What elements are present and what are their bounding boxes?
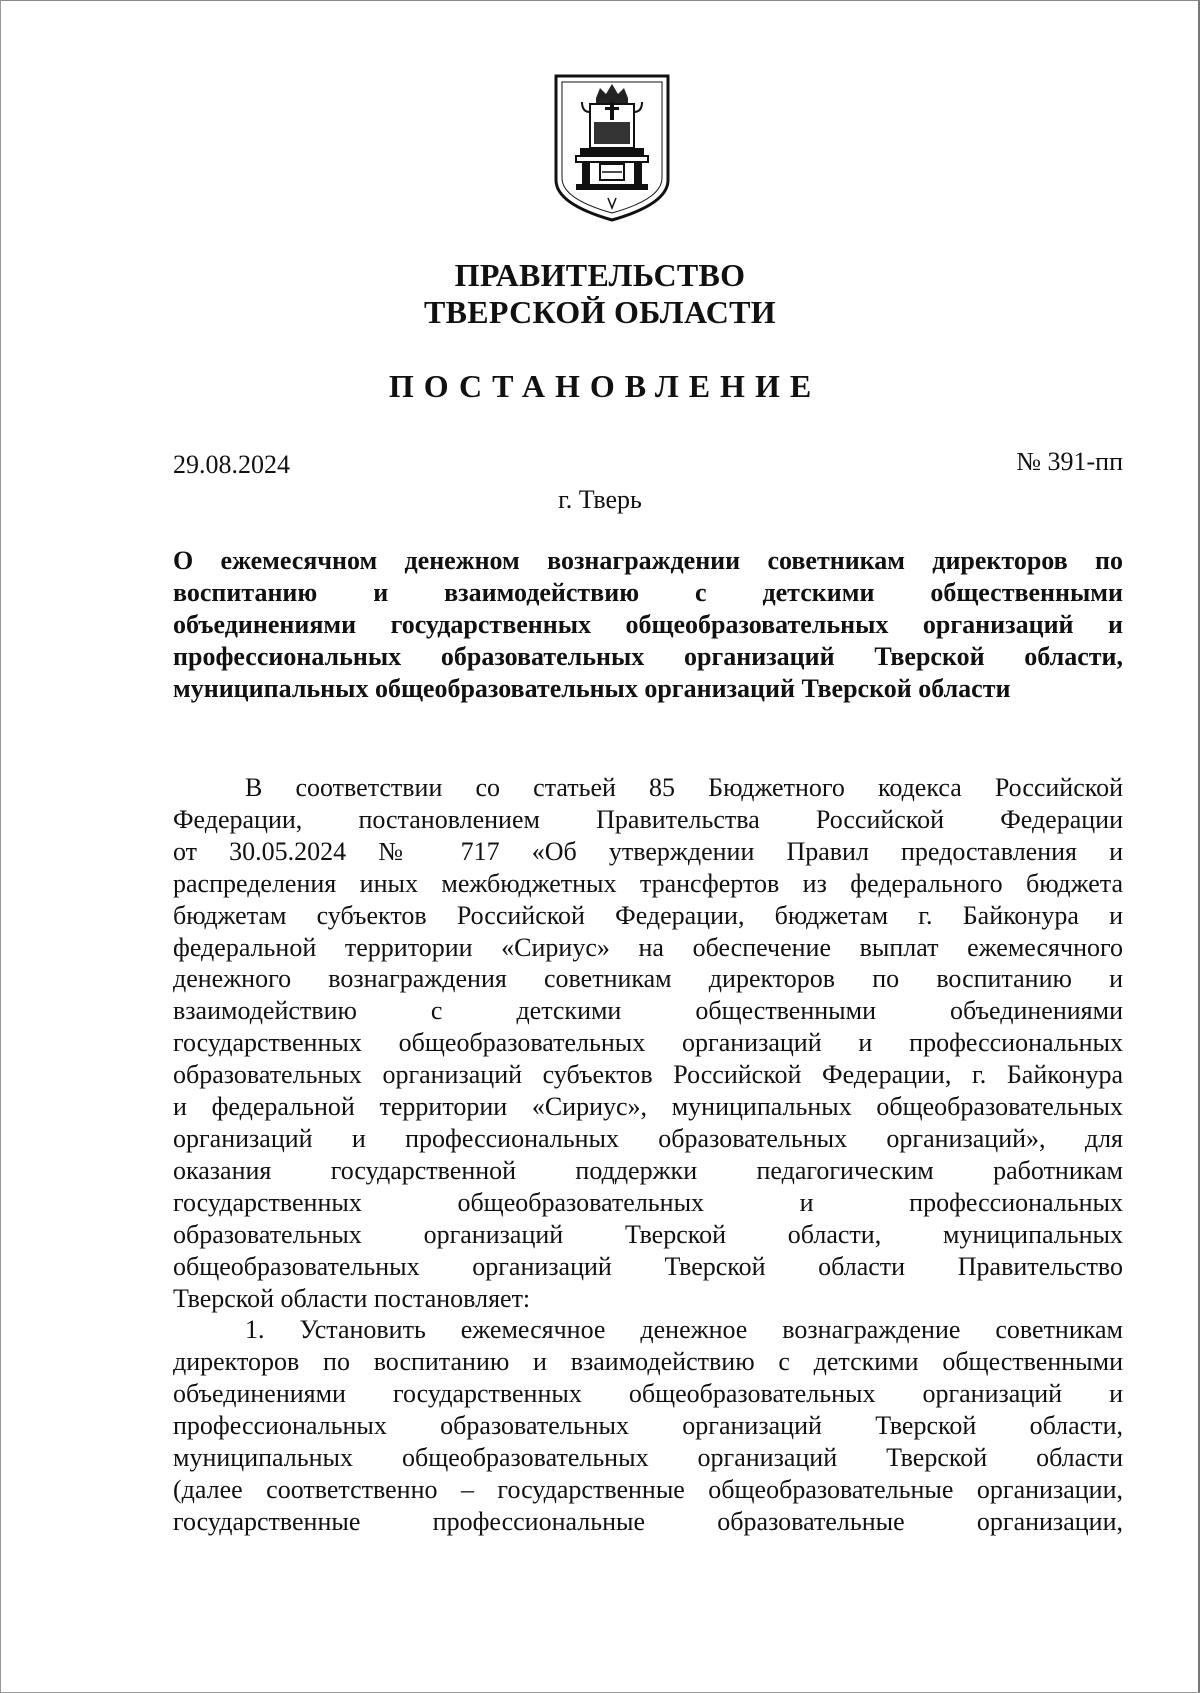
body-line: Тверской области постановляет: bbox=[173, 1283, 531, 1313]
document-date: 29.08.2024 bbox=[173, 450, 290, 479]
subject-line: воспитанию и взаимодействию с детскими общественными bbox=[173, 578, 1123, 607]
document-body bbox=[173, 772, 1123, 1538]
body-line: взаимодействию с детскими общественными объединениями bbox=[173, 996, 1123, 1026]
tver-region-coat-of-arms-icon bbox=[552, 72, 672, 224]
body-line: бюджетам субъектов Российской Федерации, бюджетам г. Байконура и bbox=[173, 900, 1123, 930]
body-line: Федерации, постановлением Правительства Российской Федерации bbox=[173, 804, 1123, 834]
document-city: г. Тверь bbox=[558, 485, 642, 514]
body-line: от 30.05.2024 № 717 «Об утверждении Правил предоставления и bbox=[173, 836, 1123, 866]
body-line: директоров по воспитанию и взаимодействию с детскими общественными bbox=[173, 1347, 1123, 1377]
body-line: федеральной территории «Сириус» на обеспечение выплат ежемесячного bbox=[173, 932, 1123, 962]
body-line: (далее соответственно – государственные общеобразовательные организации, bbox=[173, 1474, 1123, 1504]
document-type: ПОСТАНОВЛЕНИЕ bbox=[388, 368, 822, 404]
body-line: распределения иных межбюджетных трансфертов из федерального бюджета bbox=[173, 868, 1123, 898]
body-line: В соответствии со статьей 85 Бюджетного кодекса Российской bbox=[245, 773, 1123, 802]
document-subject bbox=[173, 545, 1123, 705]
body-line: организаций и профессиональных образовательных организаций», для bbox=[173, 1123, 1123, 1153]
org-title-line2: ТВЕРСКОЙ ОБЛАСТИ bbox=[423, 294, 777, 330]
body-line: профессиональных образовательных организаций Тверской области, bbox=[173, 1411, 1123, 1441]
body-line: денежного вознаграждения советникам директоров по воспитанию и bbox=[173, 964, 1123, 994]
body-line: общеобразовательных организаций Тверской области Правительство bbox=[173, 1251, 1123, 1281]
document-number: № 391-пп bbox=[1016, 447, 1123, 476]
body-line: государственные профессиональные образовательные организации, bbox=[173, 1506, 1123, 1536]
subject-line: муниципальных общеобразовательных организаций Тверской области bbox=[173, 674, 1011, 703]
body-line: государственных общеобразовательных организаций и профессиональных bbox=[173, 1028, 1123, 1058]
subject-line: объединениями государственных общеобразовательных организаций и bbox=[173, 610, 1123, 639]
body-line: оказания государственной поддержки педагогическим работникам bbox=[173, 1155, 1123, 1185]
body-line: государственных общеобразовательных и профессиональных bbox=[173, 1187, 1123, 1217]
body-line: и федеральной территории «Сириус», муниципальных общеобразовательных bbox=[173, 1092, 1123, 1122]
subject-line: О ежемесячном денежном вознаграждении советникам директоров по bbox=[173, 546, 1123, 575]
body-line: муниципальных общеобразовательных организаций Тверской области bbox=[173, 1443, 1123, 1473]
org-title-line1: ПРАВИТЕЛЬСТВО bbox=[454, 257, 746, 293]
subject-line: профессиональных образовательных организаций Тверской области, bbox=[173, 642, 1123, 671]
body-line: образовательных организаций субъектов Российской Федерации, г. Байконура bbox=[173, 1060, 1123, 1090]
body-line: 1. Установить ежемесячное денежное вознаграждение советникам bbox=[245, 1315, 1123, 1345]
body-line: образовательных организаций Тверской области, муниципальных bbox=[173, 1219, 1123, 1249]
body-line: объединениями государственных общеобразовательных организаций и bbox=[173, 1379, 1123, 1409]
